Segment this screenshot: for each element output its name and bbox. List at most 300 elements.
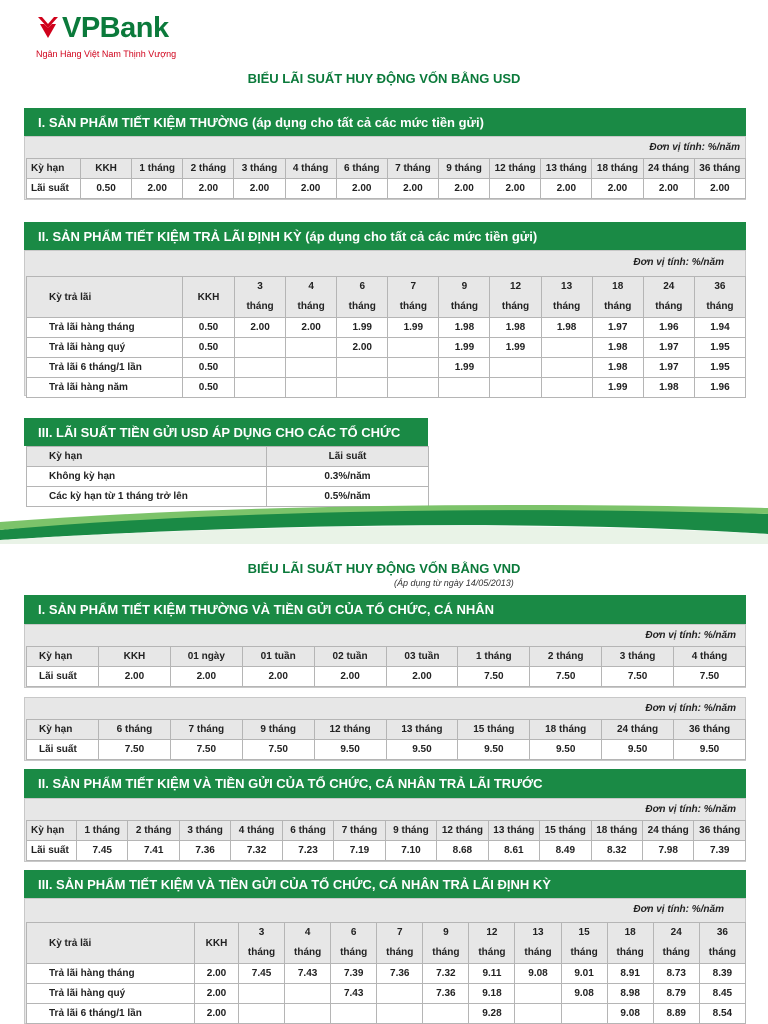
term-cell: 12 tháng (437, 821, 488, 841)
table-row (27, 378, 746, 398)
rate-cell: 9.28 (469, 1004, 515, 1024)
pay-period-name: Trả lãi 6 tháng/1 lần (27, 1004, 195, 1024)
rate-cell: 1.99 (439, 358, 490, 378)
rate-cell (331, 1004, 377, 1024)
rate-cell: 7.50 (530, 667, 602, 687)
term-cell: KKH (99, 647, 171, 667)
rate-cell: 2.00 (386, 667, 458, 687)
term-label: Kỳ hạn (27, 720, 99, 740)
usd-title: BIỂU LÃI SUẤT HUY ĐỘNG VỐN BẰNG USD (247, 71, 521, 86)
kkh-rate: 2.00 (195, 984, 239, 1004)
rate-cell: 8.79 (653, 984, 699, 1004)
rate-cell: 2.00 (541, 179, 592, 199)
rate-cell: 7.50 (458, 667, 530, 687)
term-unit: tháng (297, 301, 325, 312)
term-col-header (337, 277, 388, 318)
rate-cell: 2.00 (438, 179, 489, 199)
kkh-rate: 0.50 (183, 338, 235, 358)
rate-cell: 0.50 (81, 179, 132, 199)
term-unit: tháng (616, 947, 644, 958)
rate-cell: 7.50 (242, 740, 314, 760)
rate-cell: 7.23 (282, 841, 333, 861)
table-row (27, 1004, 746, 1024)
brand-slogan: Ngân Hàng Việt Nam Thịnh Vượng (36, 49, 177, 59)
term-unit: tháng (340, 947, 368, 958)
rate-cell: 2.00 (132, 179, 183, 199)
rate-cell (541, 338, 592, 358)
kkh-rate: 0.50 (183, 358, 235, 378)
term-number: 36 (716, 927, 728, 938)
pay-period-label: Kỳ trả lãi (27, 277, 183, 318)
term-unit: tháng (524, 947, 552, 958)
vnd-title: BIỂU LÃI SUẤT HUY ĐỘNG VỐN BẰNG VND (247, 561, 521, 576)
rate-cell: 7.10 (385, 841, 436, 861)
rate-cell: 1.94 (694, 318, 745, 338)
rate-cell: 1.98 (439, 318, 490, 338)
term-cell: 01 tuần (242, 647, 314, 667)
rate-cell: 2.00 (242, 667, 314, 687)
term-number: 24 (670, 927, 682, 938)
usd-s2-table (26, 276, 746, 398)
rate-cell: 7.36 (179, 841, 230, 861)
rate-cell: 8.98 (607, 984, 653, 1004)
term-col-header (515, 923, 561, 964)
term-unit: tháng (386, 947, 414, 958)
rate-cell: 7.39 (331, 964, 377, 984)
term-unit: tháng (348, 301, 376, 312)
term-cell: 3 tháng (179, 821, 230, 841)
term-cell: 13 tháng (386, 720, 458, 740)
rate-cell: 9.50 (674, 740, 746, 760)
rate-cell: 1.99 (490, 338, 541, 358)
rate-cell: 7.36 (377, 964, 423, 984)
term-unit: tháng (246, 301, 274, 312)
rate-cell: 2.00 (336, 179, 387, 199)
rate-cell (439, 378, 490, 398)
rate-cell: 2.00 (286, 318, 337, 338)
term-cell: 2 tháng (183, 159, 234, 179)
term-col-header (592, 277, 643, 318)
rate-cell: 2.00 (314, 667, 386, 687)
rate-label: Lãi suất (27, 667, 99, 687)
rate-cell: 9.11 (469, 964, 515, 984)
rate-cell: 1.98 (490, 318, 541, 338)
term-cell: 18 tháng (530, 720, 602, 740)
term-number: 3 (258, 927, 265, 938)
rate-cell (239, 984, 285, 1004)
rate-cell: 2.00 (592, 179, 643, 199)
kkh-label: KKH (195, 923, 239, 964)
rate-cell: 8.68 (437, 841, 488, 861)
rate-cell (337, 378, 388, 398)
term-col-header (699, 923, 745, 964)
rate-cell: 7.19 (334, 841, 385, 861)
term-number: 6 (359, 281, 366, 292)
term-number: 13 (532, 927, 544, 938)
term-number: 7 (396, 927, 403, 938)
term-cell: 2 tháng (128, 821, 179, 841)
table-row (27, 841, 746, 861)
term-cell: 9 tháng (385, 821, 436, 841)
rate-cell: 1.97 (643, 358, 694, 378)
rate-cell: 1.95 (694, 338, 745, 358)
rate-cell: 2.00 (643, 179, 694, 199)
rate-cell (515, 1004, 561, 1024)
kkh-rate: 0.50 (183, 318, 235, 338)
term-cell: 15 tháng (458, 720, 530, 740)
term-unit: tháng (294, 947, 322, 958)
term-cell: 18 tháng (592, 159, 643, 179)
term-cell: 3 tháng (234, 159, 285, 179)
rate-cell: 8.91 (607, 964, 653, 984)
rate-cell: 8.49 (540, 841, 591, 861)
brand-name: VPBank (62, 12, 169, 44)
term-cell: 1 tháng (77, 821, 128, 841)
vnd-effective-note: (Áp dụng từ ngày 14/05/2013) (394, 578, 514, 588)
rate-cell (235, 358, 286, 378)
term-number: 24 (663, 281, 675, 292)
table-row (27, 720, 746, 740)
rate-cell (561, 1004, 607, 1024)
rate-cell (388, 358, 439, 378)
term-unit: tháng (432, 947, 460, 958)
rate-cell: 8.73 (653, 964, 699, 984)
table-row (27, 179, 746, 199)
rate-cell: 7.50 (674, 667, 746, 687)
term-number: 13 (561, 281, 573, 292)
term-cell: 13 tháng (541, 159, 592, 179)
table-row (27, 667, 746, 687)
term-unit: tháng (501, 301, 530, 312)
vnd-s2-unit: Đơn vị tính: %/năm (645, 804, 736, 815)
rate-label: Lãi suất (27, 740, 99, 760)
term-cell: 24 tháng (602, 720, 674, 740)
usd-s1-header: I. SẢN PHẨM TIẾT KIỆM THƯỜNG (áp dụng cho tất cả các mức tiền gửi) (24, 108, 746, 136)
rate-cell: 2.00 (99, 667, 171, 687)
rate-cell (423, 1004, 469, 1024)
rate-cell: 0.5%/năm (267, 487, 429, 507)
rate-cell: 1.96 (643, 318, 694, 338)
rate-cell: 9.50 (530, 740, 602, 760)
term-col-header (643, 277, 694, 318)
usd-s1-table (26, 158, 746, 199)
term-name: Các kỳ hạn từ 1 tháng trở lên (27, 487, 267, 507)
vnd-s3-header: III. SẢN PHẨM TIẾT KIỆM VÀ TIỀN GỬI CỦA TỔ CHỨC, CÁ NHÂN TRẢ LÃI ĐỊNH KỲ (24, 870, 746, 898)
rate-cell: 9.08 (607, 1004, 653, 1024)
term-cell: 24 tháng (643, 159, 694, 179)
term-col-header (694, 277, 745, 318)
usd-s3-header: III. LÃI SUẤT TIỀN GỬI USD ÁP DỤNG CHO CÁC TỔ CHỨC (24, 418, 428, 446)
term-label: Kỳ hạn (27, 159, 81, 179)
term-number: 12 (486, 927, 498, 938)
term-cell: 3 tháng (602, 647, 674, 667)
table-row (27, 467, 429, 487)
table-row (27, 964, 746, 984)
term-cell: 6 tháng (336, 159, 387, 179)
rate-cell: 2.00 (490, 179, 541, 199)
rate-cell: 1.99 (388, 318, 439, 338)
rate-cell (286, 378, 337, 398)
term-cell: 7 tháng (170, 720, 242, 740)
term-col-header (331, 923, 377, 964)
pay-period-name: Trả lãi hàng quý (27, 984, 195, 1004)
rate-cell: 2.00 (694, 179, 745, 199)
term-cell: 15 tháng (540, 821, 591, 841)
term-cell: 2 tháng (530, 647, 602, 667)
rate-cell (235, 378, 286, 398)
vnd-s1-table-a (26, 646, 746, 687)
term-cell: 18 tháng (591, 821, 642, 841)
rate-cell: 1.97 (592, 318, 643, 338)
rate-cell: 1.98 (592, 338, 643, 358)
rate-cell: 0.3%/năm (267, 467, 429, 487)
term-cell: 7 tháng (334, 821, 385, 841)
term-label: Kỳ hạn (27, 821, 77, 841)
kkh-rate: 2.00 (195, 964, 239, 984)
term-cell: 9 tháng (438, 159, 489, 179)
rate-cell: 8.61 (488, 841, 539, 861)
rate-col-header: Lãi suất (267, 447, 429, 467)
rate-cell: 1.96 (694, 378, 745, 398)
rate-label: Lãi suất (27, 841, 77, 861)
rate-cell (285, 984, 331, 1004)
term-cell: KKH (81, 159, 132, 179)
term-cell: 9 tháng (242, 720, 314, 740)
rate-cell (377, 1004, 423, 1024)
rate-cell: 7.32 (423, 964, 469, 984)
rate-cell: 1.95 (694, 358, 745, 378)
rate-cell (286, 358, 337, 378)
term-col-header (239, 923, 285, 964)
rate-cell: 1.98 (592, 358, 643, 378)
term-cell: 36 tháng (674, 720, 746, 740)
rate-cell (541, 378, 592, 398)
term-number: 12 (509, 281, 522, 292)
term-unit: tháng (570, 947, 598, 958)
term-cell: 1 tháng (132, 159, 183, 179)
term-col-header (439, 277, 490, 318)
rate-cell: 7.50 (99, 740, 171, 760)
usd-s2-header: II. SẢN PHẨM TIẾT KIỆM TRẢ LÃI ĐỊNH KỲ (áp dụng cho tất cả các mức tiền gửi) (24, 222, 746, 250)
rate-cell (285, 1004, 331, 1024)
rate-cell: 7.43 (331, 984, 377, 1004)
term-number: 6 (350, 927, 357, 938)
rate-cell: 2.00 (337, 338, 388, 358)
rate-cell (388, 338, 439, 358)
rate-cell (239, 1004, 285, 1024)
term-col-header (469, 923, 515, 964)
term-col-header: Kỳ hạn (27, 447, 267, 467)
usd-s2-unit: Đơn vị tính: %/năm (633, 257, 724, 268)
term-unit: tháng (399, 301, 427, 312)
term-unit: tháng (604, 301, 632, 312)
rate-cell: 8.54 (699, 1004, 745, 1024)
term-number: 15 (578, 927, 590, 938)
term-cell: 4 tháng (231, 821, 282, 841)
green-wave-divider (0, 500, 768, 544)
usd-s3-table (26, 446, 429, 507)
vnd-s3-table (26, 922, 746, 1024)
rate-cell: 1.97 (643, 338, 694, 358)
rate-cell: 9.08 (561, 984, 607, 1004)
term-col-header (490, 277, 541, 318)
rate-cell: 7.45 (77, 841, 128, 861)
table-header-row (27, 923, 746, 964)
term-number: 18 (612, 281, 624, 292)
pay-period-label: Kỳ trả lãi (27, 923, 195, 964)
rate-cell: 1.99 (592, 378, 643, 398)
term-col-header (423, 923, 469, 964)
pay-period-name: Trả lãi 6 tháng/1 lần (27, 358, 183, 378)
rate-cell: 7.39 (694, 841, 746, 861)
rate-cell: 9.18 (469, 984, 515, 1004)
vnd-s2-header: II. SẢN PHẨM TIẾT KIỆM VÀ TIỀN GỬI CỦA TỔ CHỨC, CÁ NHÂN TRẢ LÃI TRƯỚC (24, 769, 746, 798)
kkh-label: KKH (183, 277, 235, 318)
term-unit: tháng (478, 947, 506, 958)
rate-cell: 9.08 (515, 964, 561, 984)
rate-cell (388, 378, 439, 398)
rate-label: Lãi suất (27, 179, 81, 199)
rate-cell: 1.99 (337, 318, 388, 338)
rate-cell: 7.50 (170, 740, 242, 760)
rate-cell: 9.01 (561, 964, 607, 984)
rate-cell: 8.89 (653, 1004, 699, 1024)
rate-cell: 9.50 (386, 740, 458, 760)
term-cell: 36 tháng (694, 821, 746, 841)
term-col-header (235, 277, 286, 318)
rate-cell: 7.98 (642, 841, 693, 861)
term-cell: 4 tháng (285, 159, 336, 179)
term-number: 18 (624, 927, 636, 938)
term-col-header (607, 923, 653, 964)
vnd-s1-unit-b: Đơn vị tính: %/năm (645, 703, 736, 714)
term-cell: 03 tuần (386, 647, 458, 667)
rate-cell (541, 358, 592, 378)
table-row (27, 740, 746, 760)
rate-cell: 2.00 (183, 179, 234, 199)
table-row (27, 318, 746, 338)
rate-cell: 2.00 (387, 179, 438, 199)
term-number: 7 (410, 281, 417, 292)
table-row (27, 821, 746, 841)
rate-cell: 2.00 (234, 179, 285, 199)
rate-cell: 1.98 (541, 318, 592, 338)
rate-cell: 2.00 (285, 179, 336, 199)
rate-cell (337, 358, 388, 378)
term-col-header (377, 923, 423, 964)
term-unit: tháng (655, 301, 683, 312)
rate-cell (377, 984, 423, 1004)
term-cell: 13 tháng (488, 821, 539, 841)
usd-s1-unit: Đơn vị tính: %/năm (649, 142, 740, 153)
term-cell: 02 tuần (314, 647, 386, 667)
term-cell: 6 tháng (282, 821, 333, 841)
rate-cell: 7.45 (239, 964, 285, 984)
term-unit: tháng (553, 301, 581, 312)
table-header-row (27, 277, 746, 318)
rate-cell: 2.00 (235, 318, 286, 338)
rate-cell: 7.32 (231, 841, 282, 861)
rate-cell: 8.39 (699, 964, 745, 984)
kkh-rate: 0.50 (183, 378, 235, 398)
term-col-header (286, 277, 337, 318)
term-unit: tháng (708, 947, 736, 958)
term-col-header (561, 923, 607, 964)
vnd-s1-table-b (26, 719, 746, 760)
term-cell: 6 tháng (99, 720, 171, 740)
vnd-s3-unit: Đơn vị tính: %/năm (633, 904, 724, 915)
term-col-header (388, 277, 439, 318)
pay-period-name: Trả lãi hàng tháng (27, 964, 195, 984)
term-number: 4 (308, 281, 314, 292)
term-cell: 01 ngày (170, 647, 242, 667)
table-row (27, 338, 746, 358)
table-row (27, 159, 746, 179)
term-number: 9 (461, 281, 468, 292)
term-number: 36 (714, 281, 726, 292)
rate-cell (490, 378, 541, 398)
table-row (27, 984, 746, 1004)
rate-cell: 7.36 (423, 984, 469, 1004)
rate-cell: 8.45 (699, 984, 745, 1004)
table-row (27, 358, 746, 378)
term-unit: tháng (706, 301, 734, 312)
rate-cell: 7.50 (602, 667, 674, 687)
rate-cell: 9.50 (458, 740, 530, 760)
term-label: Kỳ hạn (27, 647, 99, 667)
term-col-header (285, 923, 331, 964)
term-cell: 12 tháng (314, 720, 386, 740)
rate-cell (515, 984, 561, 1004)
term-cell: 24 tháng (642, 821, 693, 841)
term-number: 9 (443, 927, 449, 938)
rate-cell: 7.43 (285, 964, 331, 984)
term-unit: tháng (247, 947, 276, 958)
term-col-header (653, 923, 699, 964)
term-col-header (541, 277, 592, 318)
table-header-row (27, 447, 429, 467)
rate-cell: 9.50 (314, 740, 386, 760)
term-cell: 12 tháng (490, 159, 541, 179)
vnd-s1-header: I. SẢN PHẨM TIẾT KIỆM THƯỜNG VÀ TIỀN GỬI CỦA TỔ CHỨC, CÁ NHÂN (24, 595, 746, 624)
term-number: 3 (257, 281, 263, 292)
term-cell: 1 tháng (458, 647, 530, 667)
term-cell: 4 tháng (674, 647, 746, 667)
rate-cell: 1.99 (439, 338, 490, 358)
vnd-s1-unit: Đơn vị tính: %/năm (645, 630, 736, 641)
term-cell: 7 tháng (387, 159, 438, 179)
kkh-rate: 2.00 (195, 1004, 239, 1024)
rate-cell: 1.98 (643, 378, 694, 398)
term-cell: 36 tháng (694, 159, 745, 179)
rate-cell: 9.50 (602, 740, 674, 760)
table-row (27, 647, 746, 667)
term-name: Không kỳ hạn (27, 467, 267, 487)
rate-cell (235, 338, 286, 358)
rate-cell (490, 358, 541, 378)
pay-period-name: Trả lãi hàng tháng (27, 318, 183, 338)
rate-cell: 8.32 (591, 841, 642, 861)
rate-cell: 2.00 (170, 667, 242, 687)
pay-period-name: Trả lãi hàng năm (27, 378, 183, 398)
term-number: 4 (304, 927, 311, 938)
pay-period-name: Trả lãi hàng quý (27, 338, 183, 358)
vpbank-logo-icon (36, 14, 60, 40)
rate-cell (286, 338, 337, 358)
term-unit: tháng (450, 301, 479, 312)
rate-cell: 7.41 (128, 841, 179, 861)
term-unit: tháng (662, 947, 690, 958)
